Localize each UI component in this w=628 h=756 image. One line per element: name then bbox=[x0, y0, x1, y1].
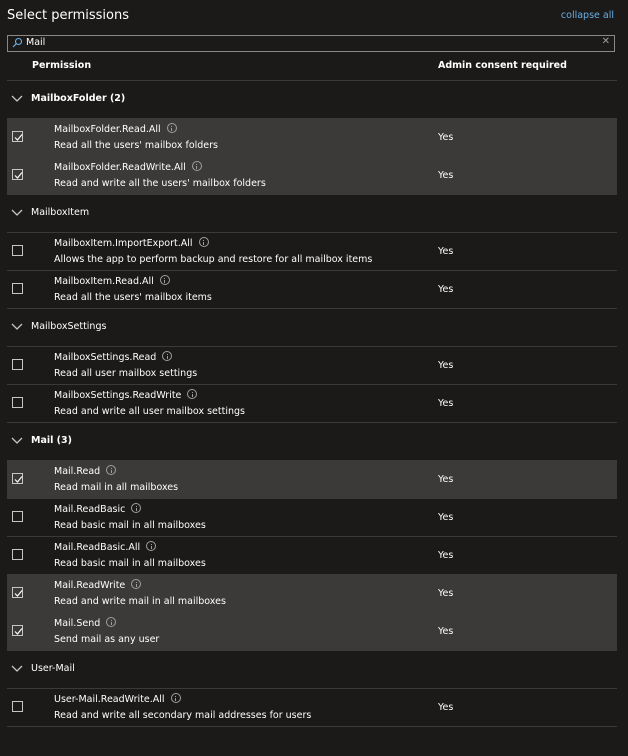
admin-consent-value: Yes bbox=[438, 474, 454, 485]
permission-checkbox[interactable] bbox=[12, 397, 23, 408]
permission-description: Send mail as any user bbox=[54, 634, 160, 645]
permission-name bbox=[54, 161, 202, 173]
permission-name-text: MailboxItem.ImportExport.All bbox=[54, 238, 193, 249]
permission-name-text: MailboxSettings.Read bbox=[54, 352, 157, 363]
panel-header bbox=[0, 0, 628, 34]
table-row[interactable] bbox=[7, 575, 617, 613]
permission-description: Read and write all the users' mailbox folders bbox=[54, 178, 266, 189]
permission-description: Allows the app to perform backup and restore for all mailbox items bbox=[54, 254, 373, 265]
chevron-down-icon[interactable] bbox=[11, 323, 23, 331]
admin-consent-value: Yes bbox=[438, 512, 454, 523]
table-row[interactable] bbox=[7, 537, 617, 575]
collapse-all-link[interactable]: collapse all bbox=[560, 10, 614, 21]
info-icon[interactable] bbox=[187, 389, 197, 399]
table-row[interactable] bbox=[7, 461, 617, 499]
group-header[interactable] bbox=[0, 195, 628, 233]
admin-consent-value: Yes bbox=[438, 398, 454, 409]
permission-name-text: MailboxSettings.ReadWrite bbox=[54, 390, 182, 401]
permission-description: Read and write all secondary mail addresses for users bbox=[54, 710, 312, 721]
permission-name-text: Mail.Read bbox=[54, 466, 101, 477]
table-row[interactable] bbox=[7, 613, 617, 651]
permission-description: Read and write mail in all mailboxes bbox=[54, 596, 226, 607]
permission-name-text: MailboxFolder.Read.All bbox=[54, 124, 161, 135]
admin-consent-value: Yes bbox=[438, 284, 454, 295]
permission-name bbox=[54, 123, 177, 135]
permission-name-text: User-Mail.ReadWrite.All bbox=[54, 694, 165, 705]
column-admin-consent: Admin consent required bbox=[438, 60, 567, 71]
table-row[interactable] bbox=[7, 385, 617, 423]
group-label: Mail (3) bbox=[31, 435, 72, 446]
checkmark-icon bbox=[13, 474, 24, 485]
permission-name bbox=[54, 275, 170, 287]
admin-consent-value: Yes bbox=[438, 170, 454, 181]
permission-name-text: MailboxItem.Read.All bbox=[54, 276, 154, 287]
permission-description: Read mail in all mailboxes bbox=[54, 482, 179, 493]
group-label: User-Mail bbox=[31, 663, 75, 674]
info-icon[interactable] bbox=[131, 579, 141, 589]
permission-name bbox=[54, 237, 209, 249]
close-icon[interactable]: ✕ bbox=[601, 36, 610, 47]
permission-checkbox[interactable] bbox=[12, 131, 23, 142]
admin-consent-value: Yes bbox=[438, 360, 454, 371]
info-icon[interactable] bbox=[106, 465, 116, 475]
checkmark-icon bbox=[13, 588, 24, 599]
permission-checkbox[interactable] bbox=[12, 625, 23, 636]
permission-description: Read basic mail in all mailboxes bbox=[54, 520, 206, 531]
permission-description: Read all the users' mailbox items bbox=[54, 292, 212, 303]
admin-consent-value: Yes bbox=[438, 626, 454, 637]
permission-name-text: Mail.ReadBasic.All bbox=[54, 542, 141, 553]
admin-consent-value: Yes bbox=[438, 246, 454, 257]
permission-name-text: MailboxFolder.ReadWrite.All bbox=[54, 162, 186, 173]
group-header[interactable] bbox=[0, 309, 628, 347]
info-icon[interactable] bbox=[160, 275, 170, 285]
permission-description: Read basic mail in all mailboxes bbox=[54, 558, 206, 569]
admin-consent-value: Yes bbox=[438, 702, 454, 713]
group-header[interactable] bbox=[0, 81, 628, 119]
permission-name bbox=[54, 389, 197, 401]
group-header[interactable] bbox=[0, 423, 628, 461]
table-header bbox=[0, 52, 628, 80]
permission-checkbox[interactable] bbox=[12, 587, 23, 598]
search-value: Mail bbox=[26, 37, 46, 48]
admin-consent-value: Yes bbox=[438, 132, 454, 143]
permission-name bbox=[54, 351, 172, 363]
admin-consent-value: Yes bbox=[438, 588, 454, 599]
info-icon[interactable] bbox=[171, 693, 181, 703]
chevron-down-icon[interactable] bbox=[11, 665, 23, 673]
info-icon[interactable] bbox=[167, 123, 177, 133]
admin-consent-value: Yes bbox=[438, 550, 454, 561]
page-title: Select permissions bbox=[7, 8, 130, 23]
search-icon bbox=[11, 37, 23, 49]
permission-checkbox[interactable] bbox=[12, 245, 23, 256]
permission-description: Read and write all user mailbox settings bbox=[54, 406, 245, 417]
permission-checkbox[interactable] bbox=[12, 473, 23, 484]
search-input[interactable] bbox=[7, 35, 615, 52]
permission-name bbox=[54, 541, 156, 553]
permission-description: Read all user mailbox settings bbox=[54, 368, 198, 379]
table-row[interactable] bbox=[7, 233, 617, 271]
group-label: MailboxItem bbox=[31, 207, 90, 218]
checkmark-icon bbox=[13, 170, 24, 181]
permission-checkbox[interactable] bbox=[12, 511, 23, 522]
permission-name-text: Mail.ReadWrite bbox=[54, 580, 126, 591]
chevron-down-icon[interactable] bbox=[11, 209, 23, 217]
permission-checkbox[interactable] bbox=[12, 549, 23, 560]
permission-name bbox=[54, 503, 141, 515]
info-icon[interactable] bbox=[131, 503, 141, 513]
permission-name-text: Mail.ReadBasic bbox=[54, 504, 126, 515]
info-icon[interactable] bbox=[146, 541, 156, 551]
table-row[interactable] bbox=[7, 499, 617, 537]
info-icon[interactable] bbox=[192, 161, 202, 171]
permission-name bbox=[54, 617, 116, 629]
permission-name-text: Mail.Send bbox=[54, 618, 101, 629]
permission-description: Read all the users' mailbox folders bbox=[54, 140, 218, 151]
table-row[interactable] bbox=[7, 347, 617, 385]
info-icon[interactable] bbox=[106, 617, 116, 627]
permission-name bbox=[54, 693, 181, 705]
table-row[interactable] bbox=[7, 119, 617, 157]
table-row[interactable] bbox=[7, 271, 617, 309]
column-permission: Permission bbox=[32, 60, 92, 71]
permission-checkbox[interactable] bbox=[12, 283, 23, 294]
checkmark-icon bbox=[13, 132, 24, 143]
info-icon[interactable] bbox=[199, 237, 209, 247]
chevron-down-icon[interactable] bbox=[11, 95, 23, 103]
chevron-down-icon[interactable] bbox=[11, 437, 23, 445]
group-label: MailboxFolder (2) bbox=[31, 93, 126, 104]
table-row[interactable] bbox=[7, 157, 617, 195]
table-row[interactable] bbox=[7, 689, 617, 727]
permission-checkbox[interactable] bbox=[12, 359, 23, 370]
info-icon[interactable] bbox=[162, 351, 172, 361]
permission-name bbox=[54, 579, 141, 591]
permission-name bbox=[54, 465, 116, 477]
group-header[interactable] bbox=[0, 651, 628, 689]
permission-checkbox[interactable] bbox=[12, 701, 23, 712]
permission-checkbox[interactable] bbox=[12, 169, 23, 180]
group-label: MailboxSettings bbox=[31, 321, 107, 332]
checkmark-icon bbox=[13, 626, 24, 637]
